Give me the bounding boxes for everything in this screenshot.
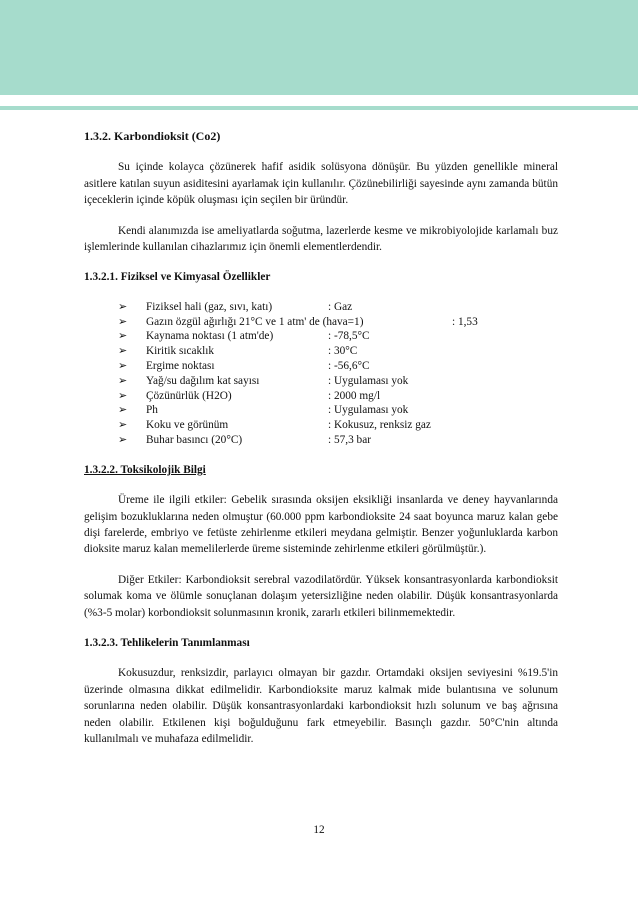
toxicology-paragraph-1: Üreme ile ilgili etkiler: Gebelik sırasında oksijen eksikliği insanlarda ve deney hayvanlarında gelişim bozukluklarına neden olmuştur (60.000 ppm karbondioksite 24 saat boyunca maruz kalan gebe dişi farelerde, embriyo ve fetüste zehirlenme etkileri meydana gelmiştir. Benzer yoğunluklarda karbon dioksite maruz kalan memelilerlerde üreme sisteminde zehirlenme etkileri görülmüştür.).: [84, 494, 558, 556]
property-name: Çözünürlük (H2O): [146, 389, 232, 402]
property-item: [118, 389, 558, 404]
property-value: : 2000 mg/l: [328, 389, 381, 402]
property-item: [118, 359, 558, 374]
property-name: Gazın özgül ağırlığı 21°C ve 1 atm' de (hava=1): [146, 315, 364, 328]
arrow-bullet-icon: ➢: [118, 389, 128, 402]
property-name: Yağ/su dağılım kat sayısı: [146, 374, 260, 387]
arrow-bullet-icon: ➢: [118, 419, 128, 432]
property-value: : 30°C: [328, 345, 358, 358]
page-content: [84, 128, 558, 762]
header-band: [0, 0, 638, 95]
property-item: [118, 433, 558, 448]
property-item: [118, 344, 558, 359]
properties-title: 1.3.2.1. Fiziksel ve Kimyasal Özellikler: [84, 271, 271, 284]
properties-list: [84, 300, 558, 448]
property-name: Fiziksel hali (gaz, sıvı, katı): [146, 300, 273, 313]
property-value: : Gaz: [328, 300, 353, 313]
page-number: 12: [313, 824, 325, 836]
arrow-bullet-icon: ➢: [118, 315, 128, 328]
toxicology-title: 1.3.2.2. Toksikolojik Bilgi: [84, 463, 206, 476]
property-value: : Kokusuz, renksiz gaz: [328, 419, 431, 432]
intro-paragraph-2: Kendi alanımızda ise ameliyatlarda soğutma, lazerlerde kesme ve mikrobiyolojide karlamalı buz işlemlerinde kullanılan cihazlarımız için önemli elementlerdendir.: [84, 224, 558, 254]
property-item: [118, 329, 558, 344]
hazards-paragraph: Kokusuzdur, renksizdir, parlayıcı olmayan bir gazdır. Ortamdaki oksijen seviyesini %19.5'in üzerinde olmasına dikkat edilmelidir. Karbondioksite maruz kalmak mide bulantısına ve solunum sorunlarına neden olabilir. Düşük konsantrasyonlardaki karbondioksit hızlı solunum ve baş ağrısına neden olabilir. Etkilenen kişi boğulduğunu fark etmeyebilir. Basınçlı gazdır. 50°C'nin altında kullanılmalı ve muhafaza edilmelidir.: [84, 667, 558, 746]
section-title: 1.3.2. Karbondioksit (Co2): [84, 129, 221, 143]
intro-paragraph-1: Su içinde kolayca çözünerek hafif asidik solüsyona dönüşür. Bu yüzden genellikle mineral asitlere katılan suyun asiditesini ayarlamak için kullanılır. Çözünebilirliği sayesinde aynı zamanda bütün içeceklerin içinde köpük oluşması için seçilen bir üründür.: [84, 161, 558, 207]
property-value: : Uygulaması yok: [328, 404, 409, 417]
property-name: Buhar basıncı (20°C): [146, 434, 243, 447]
arrow-bullet-icon: ➢: [118, 345, 128, 358]
property-value: : -56,6°C: [328, 360, 370, 373]
property-value: : -78,5°C: [328, 330, 370, 343]
arrow-bullet-icon: ➢: [118, 330, 128, 343]
arrow-bullet-icon: ➢: [118, 434, 128, 447]
arrow-bullet-icon: ➢: [118, 300, 128, 313]
property-name: Ph: [146, 404, 158, 417]
property-item: [118, 315, 558, 330]
arrow-bullet-icon: ➢: [118, 404, 128, 417]
hazards-title: 1.3.2.3. Tehlikelerin Tanımlanması: [84, 637, 250, 650]
property-value: : Uygulaması yok: [328, 374, 409, 387]
property-name: Kiritik sıcaklık: [146, 345, 215, 358]
property-name: Kaynama noktası (1 atm'de): [146, 330, 274, 343]
property-item: [118, 374, 558, 389]
property-item: [118, 300, 558, 315]
property-value: : 57,3 bar: [328, 434, 371, 447]
arrow-bullet-icon: ➢: [118, 360, 128, 373]
property-name: Koku ve görünüm: [146, 419, 229, 432]
header-rule: [0, 106, 638, 110]
property-item: [118, 418, 558, 433]
property-item: [118, 403, 558, 418]
toxicology-paragraph-2: Diğer Etkiler: Karbondioksit serebral vazodilatördür. Yüksek konsantrasyonlarda karbondioksit solumak koma ve ölümle sonuçlanan dolaşım yetersizliğine neden olabilir. Düşük konsantrasyonlarda (%3-5 molar) korbondioksit solunmasının kronik, zararlı etkileri bilinmemektedir.: [84, 573, 558, 619]
property-name: Ergime noktası: [146, 360, 215, 373]
arrow-bullet-icon: ➢: [118, 374, 128, 387]
property-value: : 1,53: [452, 315, 478, 328]
